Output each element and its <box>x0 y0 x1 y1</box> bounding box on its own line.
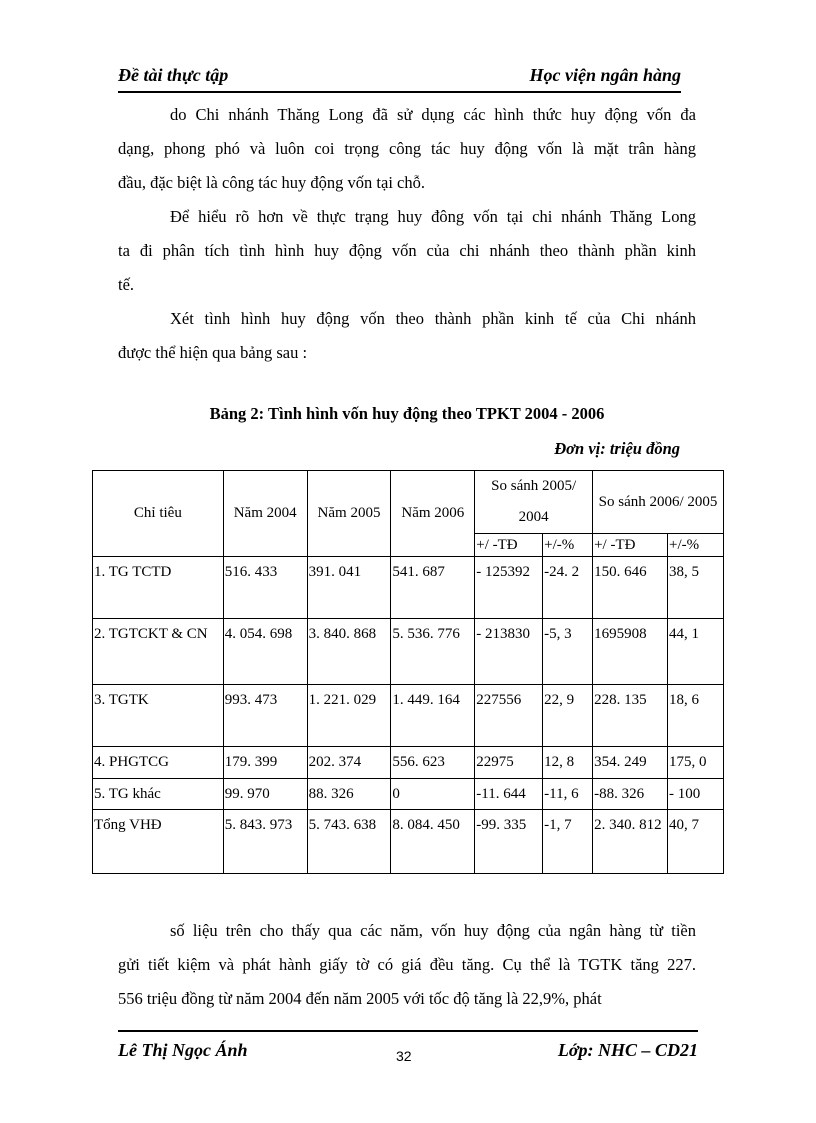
text-line: đầu, đặc biệt là công tác huy động vốn tại chỗ. <box>118 173 425 192</box>
cell-value: 12, 8 <box>543 747 593 779</box>
header-2005: Năm 2005 <box>307 471 391 557</box>
row-label: Tổng VHĐ <box>93 810 224 874</box>
cell-value: - 213830 <box>475 619 543 685</box>
cell-value: - 125392 <box>475 557 543 619</box>
header-institution: Học viện ngân hàng <box>529 65 681 85</box>
table-row <box>93 619 724 685</box>
cell-value: 1. 221. 029 <box>307 685 391 747</box>
text-line: Để hiểu rõ hơn về thực trạng huy đông vốn tại chi nhánh Thăng Long <box>170 207 696 226</box>
row-label: 1. TG TCTD <box>93 557 224 619</box>
table-header-row <box>93 471 724 534</box>
row-label: 5. TG khác <box>93 779 224 810</box>
cell-value: 1. 449. 164 <box>391 685 475 747</box>
cell-value: 38, 5 <box>668 557 724 619</box>
header-2004: Năm 2004 <box>223 471 307 557</box>
cell-value: 228. 135 <box>593 685 668 747</box>
capital-mobilization-table <box>92 470 724 874</box>
cell-value: 541. 687 <box>391 557 475 619</box>
table-unit: Đơn vị: triệu đồng <box>554 439 680 458</box>
cell-value: 40, 7 <box>668 810 724 874</box>
cell-value: 0 <box>391 779 475 810</box>
cell-value: 993. 473 <box>223 685 307 747</box>
cell-value: 4. 054. 698 <box>223 619 307 685</box>
cell-value: 175, 0 <box>668 747 724 779</box>
cell-value: 391. 041 <box>307 557 391 619</box>
text-line: dạng, phong phó và luôn coi trọng công tác huy động vốn là mặt trân hàng <box>118 139 696 158</box>
text-line: tế. <box>118 275 135 294</box>
text-line: gửi tiết kiệm và phát hành giấy tờ có giá đều tăng. Cụ thể là TGTK tăng 227. <box>118 955 696 974</box>
subheader-pct-2: +/-% <box>668 534 724 557</box>
cell-value: 5. 536. 776 <box>391 619 475 685</box>
cell-value: -5, 3 <box>543 619 593 685</box>
footer-class: Lớp: NHC – CD21 <box>557 1040 698 1060</box>
intro-paragraphs <box>118 98 696 370</box>
cell-value: 44, 1 <box>668 619 724 685</box>
text-line: do Chi nhánh Thăng Long đã sử dụng các hình thức huy động vốn đa <box>170 105 696 124</box>
table-caption: Bảng 2: Tình hình vốn huy động theo TPKT 2004 - 2006 <box>209 404 605 423</box>
table-row-total <box>93 810 724 874</box>
page-number: 32 <box>396 1048 412 1064</box>
subheader-abs-1: +/ -TĐ <box>475 534 543 557</box>
header-2006: Năm 2006 <box>391 471 475 557</box>
table-row <box>93 557 724 619</box>
cell-value: -88. 326 <box>593 779 668 810</box>
cell-value: 5. 843. 973 <box>223 810 307 874</box>
page-footer <box>118 1030 698 1066</box>
header-compare-2006-2005: So sánh 2006/ 2005 <box>593 471 724 534</box>
header-topic: Đề tài thực tập <box>118 65 229 85</box>
cell-value: 5. 743. 638 <box>307 810 391 874</box>
header-chi-tieu: Chỉ tiêu <box>93 471 224 557</box>
text-line: được thể hiện qua bảng sau : <box>118 343 308 362</box>
cell-value: 3. 840. 868 <box>307 619 391 685</box>
text-line: ta đi phân tích tình hình huy động vốn của chi nhánh theo thành phần kinh <box>118 241 696 260</box>
subheader-pct-1: +/-% <box>543 534 593 557</box>
cell-value: 99. 970 <box>223 779 307 810</box>
row-label: 3. TGTK <box>93 685 224 747</box>
cell-value: - 100 <box>668 779 724 810</box>
cell-value: 8. 084. 450 <box>391 810 475 874</box>
cell-value: -1, 7 <box>543 810 593 874</box>
cell-value: 227556 <box>475 685 543 747</box>
subheader-abs-2: +/ -TĐ <box>593 534 668 557</box>
cell-value: -11, 6 <box>543 779 593 810</box>
table-row <box>93 779 724 810</box>
cell-value: 556. 623 <box>391 747 475 779</box>
table-row <box>93 685 724 747</box>
cell-value: 18, 6 <box>668 685 724 747</box>
cell-value: 1695908 <box>593 619 668 685</box>
cell-value: 22, 9 <box>543 685 593 747</box>
table-row <box>93 747 724 779</box>
header-compare-2005-2004: So sánh 2005/ 2004 <box>475 471 593 534</box>
cell-value: 179. 399 <box>223 747 307 779</box>
cell-value: 2. 340. 812 <box>593 810 668 874</box>
cell-value: 354. 249 <box>593 747 668 779</box>
page-header <box>118 63 681 93</box>
cell-value: 516. 433 <box>223 557 307 619</box>
footer-author: Lê Thị Ngọc Ánh <box>118 1040 248 1060</box>
cell-value: 202. 374 <box>307 747 391 779</box>
row-label: 4. PHGTCG <box>93 747 224 779</box>
cell-value: -24. 2 <box>543 557 593 619</box>
cell-value: -11. 644 <box>475 779 543 810</box>
row-label: 2. TGTCKT & CN <box>93 619 224 685</box>
cell-value: 22975 <box>475 747 543 779</box>
text-line: 556 triệu đồng từ năm 2004 đến năm 2005 với tốc độ tăng là 22,9%, phát <box>118 989 602 1008</box>
text-line: Xét tình hình huy động vốn theo thành phần kinh tế của Chi nhánh <box>170 309 696 328</box>
cell-value: 88. 326 <box>307 779 391 810</box>
cell-value: -99. 335 <box>475 810 543 874</box>
cell-value: 150. 646 <box>593 557 668 619</box>
text-line: số liệu trên cho thấy qua các năm, vốn huy động của ngân hàng từ tiền <box>170 921 696 940</box>
analysis-paragraph <box>118 914 696 1016</box>
